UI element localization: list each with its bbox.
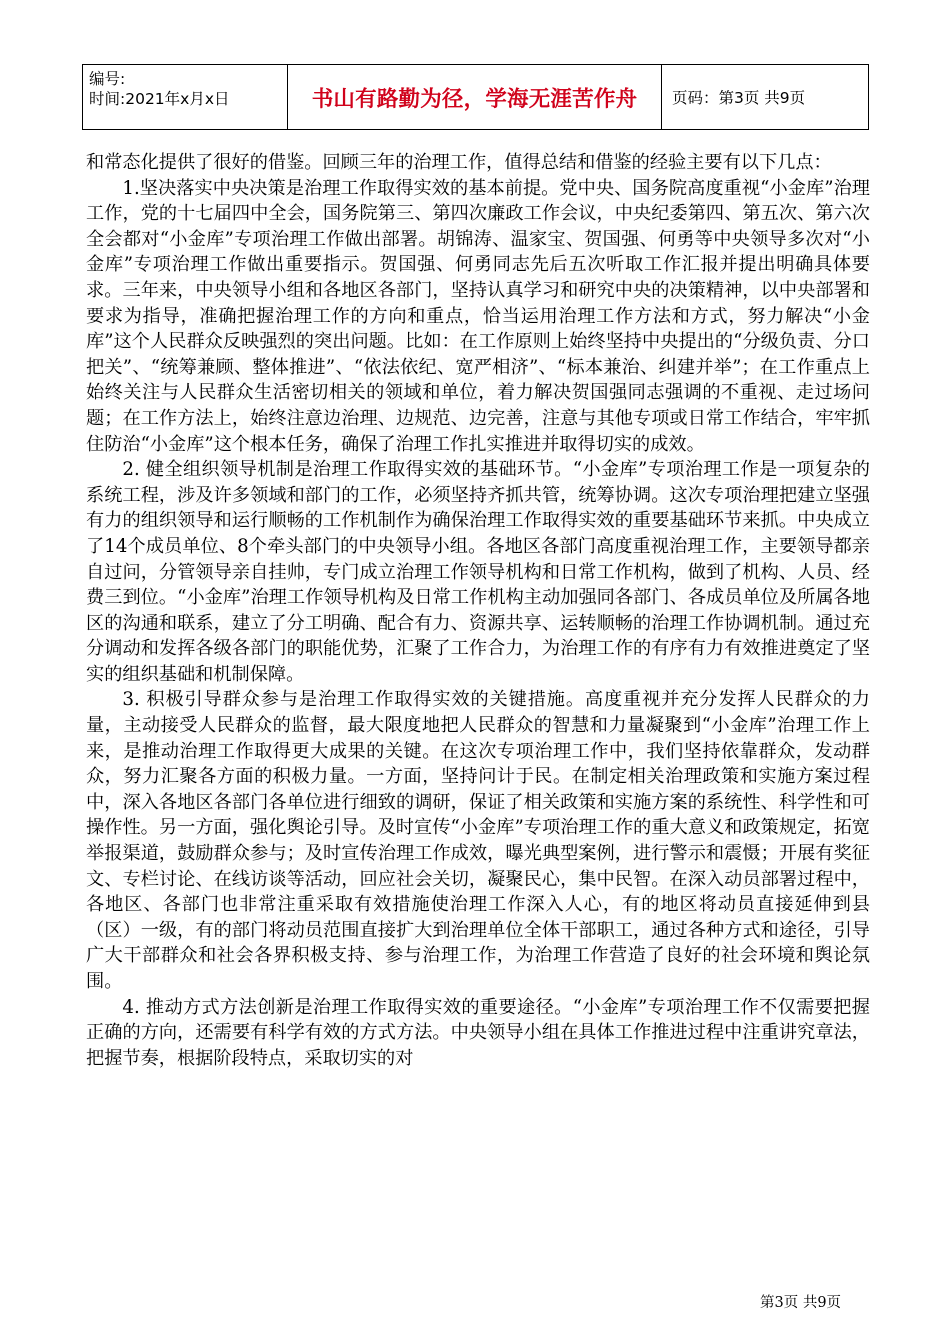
body-paragraph: 4. 推动方式方法创新是治理工作取得实效的重要途径。“小金库”专项治理工作不仅需要把握正确的方向，还需要有科学有效的方式方法。中央领导小组在具体工作推进过程中注重讲究章法，把握节奏，根据阶段特点，采取切实的对 [86,996,870,1069]
body-paragraph: 3. 积极引导群众参与是治理工作取得实效的关键措施。高度重视并充分发挥人民群众的力量，主动接受人民群众的监督，最大限度地把人民群众的智慧和力量凝聚到“小金库”治理工作上来，是推动治理工作取得更大成果的关键。在这次专项治理工作中，我们坚持依靠群众，发动群众，努力汇聚各方面的积极力量。一方面，坚持问计于民。在制定相关治理政策和实施方案过程中，深入各地区各部门各单位进行细致的调研，保证了相关政策和实施方案的系统性、科学性和可操作性。另一方面，强化舆论引导。及时宣传“小金库”专项治理工作的重大意义和政策规定，拓宽举报渠道，鼓励群众参与；及时宣传治理工作成效，曝光典型案例，进行警示和震慑；开展有奖征文、专栏讨论、在线访谈等活动，回应社会关切，凝聚民心，集中民智。在深入动员部署过程中，各地区、各部门也非常注重采取有效措施使治理工作深入人心，有的地区将动员直接延伸到县（区）一级，有的部门将动员范围直接扩大到治理单位全体干部职工，通过各种方式和途径，引导广大干部群众和社会各界积极支持、参与治理工作，为治理工作营造了良好的社会环境和舆论氛围。 [86,689,870,992]
document-body [86,150,870,1071]
body-paragraph: 1.坚决落实中央决策是治理工作取得实效的基本前提。党中央、国务院高度重视“小金库”治理工作，党的十七届四中全会，国务院第三、第四次廉政工作会议，中央纪委第四、第五次、第六次全会都对“小金库”专项治理工作做出部署。胡锦涛、温家宝、贺国强、何勇等中央领导多次对“小金库”专项治理工作做出重要指示。贺国强、何勇同志先后五次听取工作汇报并提出明确具体要求。三年来，中央领导小组和各地区各部门，坚持认真学习和研究中央的决策精神，以中央部署和要求为指导，准确把握治理工作的方向和重点，恰当运用治理工作方法和方式，努力解决“小金库”这个人民群众反映强烈的突出问题。比如：在工作原则上始终坚持中央提出的“分级负责、分口把关”、“统筹兼顾、整体推进”、“依法依纪、宽严相济”、“标本兼治、纠建并举”；在工作重点上始终关注与人民群众生活密切相关的领域和单位，着力解决贺国强同志强调的不重视、走过场问题；在工作方法上，始终注意边治理、边规范、边完善，注意与其他专项或日常工作结合，牢牢抓住防治“小金库”这个根本任务，确保了治理工作扎实推进并取得切实的成效。 [86,177,870,455]
page-footer-number: 第3页 共9页 [760,1295,842,1311]
document-number-label: 编号: [89,70,126,88]
header-motto: 书山有路勤为径，学海无涯苦作舟 [288,65,662,130]
body-paragraph: 和常态化提供了很好的借鉴。回顾三年的治理工作，值得总结和借鉴的经验主要有以下几点： [86,152,832,173]
header-page-number: 页码：第3页 共9页 [662,65,869,130]
page-header [82,64,869,130]
body-paragraph: 2. 健全组织领导机制是治理工作取得实效的基础环节。“小金库”专项治理工作是一项复杂的系统工程，涉及许多领域和部门的工作，必须坚持齐抓共管，统筹协调。这次专项治理把建立坚强有力的组织领导和运行顺畅的工作机制作为确保治理工作取得实效的重要基础环节来抓。中央成立了14个成员单位、8个牵头部门的中央领导小组。各地区各部门高度重视治理工作，主要领导都亲自过问，分管领导亲自挂帅，专门成立治理工作领导机构和日常工作机构，做到了机构、人员、经费三到位。“小金库”治理工作领导机构及日常工作机构主动加强同各部门、各成员单位及所属各地区的沟通和联系，建立了分工明确、配合有力、资源共享、运转顺畅的治理工作协调机制。通过充分调动和发挥各级各部门的职能优势，汇聚了工作合力，为治理工作的有序有力有效推进奠定了坚实的组织基础和机制保障。 [86,459,870,685]
document-date-label: 时间:2021年x月x日 [89,90,230,108]
header-meta-cell [83,65,288,130]
